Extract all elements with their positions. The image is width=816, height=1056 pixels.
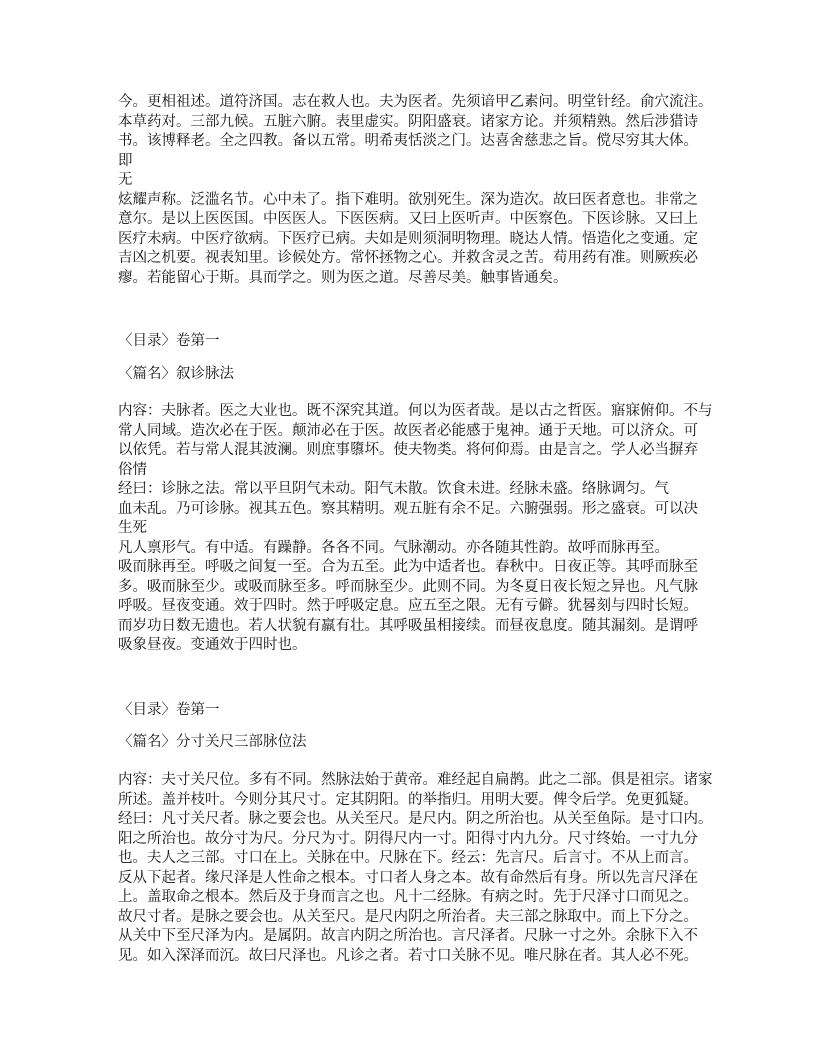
text-line: 阳之所治也。故分寸为尺。分尺为寸。阴得尺内一寸。阳得寸内九分。尺寸终始。一寸九分 xyxy=(118,830,698,847)
text-line: 多。吸而脉至少。或吸而脉至多。呼而脉至少。此则不同。为冬夏日夜长短之异也。凡气脉 xyxy=(118,578,698,595)
text-line: 也。夫人之三部。寸口在上。关脉在中。尺脉在下。经云：先言尺。后言寸。不从上而言。 xyxy=(118,850,698,866)
text-line: 吉凶之机要。视表知里。诊候处方。常怀拯物之心。并救含灵之苦。苟用药有准。则厥疾必 xyxy=(118,250,698,266)
catalog-heading: 〈目录〉卷第一 xyxy=(118,333,220,349)
text-line: 意尔。是以上医医国。中医医人。下医医病。又曰上医听声。中医察色。下医诊脉。又曰上 xyxy=(118,211,698,227)
text-line: 见。如入深泽而沉。故曰尺泽也。凡诊之者。若寸口关脉不见。唯尺脉在者。其人必不死。 xyxy=(118,947,698,964)
text-line: 凡人禀形气。有中适。有躁静。各各不同。气脉潮动。亦各随其性韵。故呼而脉再至。 xyxy=(118,539,669,556)
text-line: 医疗未病。中医疗欲病。下医疗已病。夫如是则须洞明物理。晓达人情。悟造化之变通。定 xyxy=(118,230,698,247)
text-line: 经曰：凡寸关尺者。脉之要会也。从关至尺。是尺内。阴之所治也。从关至鱼际。是寸口内。 xyxy=(118,811,713,827)
text-line: 生死 xyxy=(118,520,147,536)
chapter-title: 〈篇名〉叙诊脉法 xyxy=(118,366,234,382)
text-line: 上。盖取命之根本。然后及于身而言之也。凡十二经脉。有病之时。先于尺泽寸口而见之。 xyxy=(118,889,698,905)
text-line: 经曰：诊脉之法。常以平旦阴气未动。阳气未散。饮食未进。经脉未盛。络脉调匀。气 xyxy=(118,481,669,497)
preface-paragraph xyxy=(118,93,718,288)
chapter-content xyxy=(118,402,718,656)
text-line: 今。更相祖述。道符济国。志在救人也。夫为医者。先须谙甲乙素问。明堂针经。俞穴流注。 xyxy=(118,94,713,110)
text-line: 吸象昼夜。变通效于四时也。 xyxy=(118,637,307,653)
text-line: 反从下起者。缘尺泽是人性命之根本。寸口者人身之本。故有命然后有身。所以先言尺泽在 xyxy=(118,869,698,886)
chapter-title: 〈篇名〉分寸关尺三部脉位法 xyxy=(118,734,307,750)
text-line: 书。该博释老。全之四教。备以五常。明希夷恬淡之门。达喜舍慈悲之旨。傥尽穷其大体。 xyxy=(118,133,698,149)
text-line: 所述。盖并枝叶。今则分其尺寸。定其阴阳。的举指归。用明大要。俾令后学。免更狐疑。 xyxy=(118,791,698,808)
chapter-content xyxy=(118,771,718,966)
text-line: 故尺寸者。是脉之要会也。从关至尺。是尺内阴之所治者。夫三部之脉取中。而上下分之。 xyxy=(118,908,698,925)
text-line: 从关中下至尺泽为内。是属阴。故言内阴之所治也。言尺泽者。尺脉一寸之外。余脉下入不 xyxy=(118,928,698,944)
text-line: 而岁功日数无遗也。若人状貌有羸有壮。其呼吸虽相接续。而昼夜息度。随其漏刻。是谓呼 xyxy=(118,617,698,634)
text-line: 呼吸。昼夜变通。效于四时。然于呼吸定息。应五至之限。无有亏僻。犹晷刻与四时长短。 xyxy=(118,598,698,614)
text-line: 本草药对。三部九候。五脏六腑。表里虚实。阴阳盛衰。诸家方论。并须精熟。然后涉猎诗 xyxy=(118,113,698,130)
text-line: 以依凭。若与常人混其波澜。则庶事隳坏。使夫物类。将何仰焉。由是言之。学人必当摒弃 xyxy=(118,442,698,458)
text-line: 即 xyxy=(118,152,133,169)
text-line: 无 xyxy=(118,172,133,188)
text-line: 内容：夫脉者。医之大业也。既不深究其道。何以为医者哉。是以古之哲医。寤寐俯仰。不与 xyxy=(118,403,713,419)
text-line: 吸而脉再至。呼吸之间复一至。合为五至。此为中适者也。春秋中。日夜正等。其呼而脉至 xyxy=(118,559,698,575)
text-line: 炫耀声称。泛滥名节。心中未了。指下难明。欲别死生。深为造次。故曰医者意也。非常之 xyxy=(118,191,698,208)
text-line: 瘳。若能留心于斯。具而学之。则为医之道。尽善尽美。触事皆通矣。 xyxy=(118,269,568,286)
catalog-heading: 〈目录〉卷第一 xyxy=(118,702,220,718)
text-line: 俗情 xyxy=(118,461,147,478)
text-line: 常人同域。造次必在于医。颠沛必在于医。故医者必能感于鬼神。通于天地。可以济众。可 xyxy=(118,422,698,439)
text-line: 血未乱。乃可诊脉。视其五色。察其精明。观五脏有余不足。六腑强弱。形之盛衰。可以决 xyxy=(118,500,698,517)
text-line: 内容：夫寸关尺位。多有不同。然脉法始于黄帝。难经起自扁鹊。此之二部。俱是祖宗。诸家 xyxy=(118,772,713,788)
